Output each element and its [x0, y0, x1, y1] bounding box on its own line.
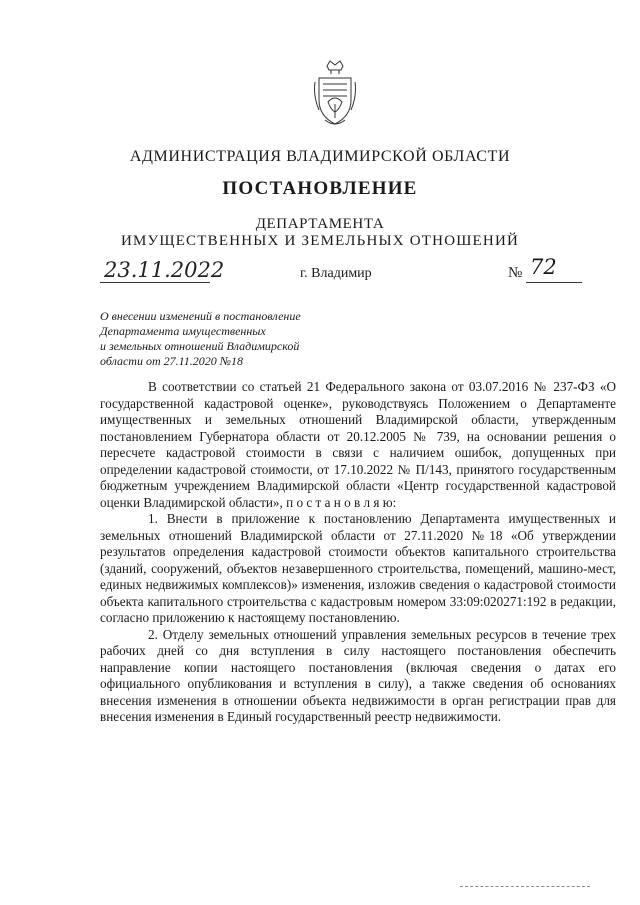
organization-title: АДМИНИСТРАЦИЯ ВЛАДИМИРСКОЙ ОБЛАСТИ [129, 148, 511, 165]
body-paragraph-item-1: 1. Внести в приложение к постановлению Департамента имущественных и земельных отношений Владимирской области от 27.11.2020 №18 «Об утверждении результатов определения кадастровой стоимости объектов капитального строительства (зданий, сооружений, объектов незавершенного строительства, помещений, машино-мест, единых недвижимых комплексов)» изменения, изложив сведения о кадастровой стоимости объекта капитального строительства с кадастровым номером 33:09:020271:192 в редакции, согласно приложению к настоящему постановлению. [100, 511, 616, 625]
department-line-1: ДЕПАРТАМЕНТА [255, 216, 385, 232]
date-underline [100, 282, 210, 283]
subject-line: и земельных отношений Владимирской [100, 339, 300, 353]
document-body [100, 379, 616, 726]
body-paragraph-item-2: 2. Отделу земельных отношений управления земельных ресурсов в течение трех рабочих дней со дня вступления в силу настоящего постановления обеспечить направление копии настоящего постановления (включая сведения о датах его официального опубликования и вступления в силу), а также сведения об основаниях внесения изменения в отношении объекта недвижимости в орган регистрации прав для внесения изменения в Единый государственный реестр недвижимости. [100, 626, 616, 724]
coat-of-arms-icon [313, 60, 357, 130]
subject-line: Департамента имущественных [100, 324, 266, 338]
document-subject [100, 309, 340, 369]
document-number: 72 [530, 255, 557, 279]
number-underline [526, 282, 582, 283]
subject-line: области от 27.11.2020 №18 [100, 354, 244, 368]
department-line-2: ИМУЩЕСТВЕННЫХ И ЗЕМЕЛЬНЫХ ОТНОШЕНИЙ [120, 233, 520, 249]
document-type: ПОСТАНОВЛЕНИЕ [222, 178, 418, 199]
document-date: 23.11.2022 [104, 258, 225, 282]
number-sign: № [508, 265, 523, 281]
document-city: г. Владимир [300, 266, 372, 281]
body-paragraph-preamble: В соответствии со статьей 21 Федерального закона от 03.07.2016 № 237-ФЗ «О государственной кадастровой оценке», руководствуясь Положением о Департаменте имущественных и земельных отношений Владимирской области, утвержденным постановлением Губернатора области от 20.12.2005 № 739, на основании решения о пересчете кадастровой стоимости в связи с наличием ошибок, допущенных при определении кадастровой стоимости, от 17.10.2022 № П/143, принятого государственным бюджетным учреждением Владимирской области «Центр государственной кадастровой оценки Владимирской области», п о с т а н о в л я ю: [100, 379, 616, 510]
subject-line: О внесении изменений в постановление [100, 309, 301, 323]
footer-mark [460, 886, 590, 887]
